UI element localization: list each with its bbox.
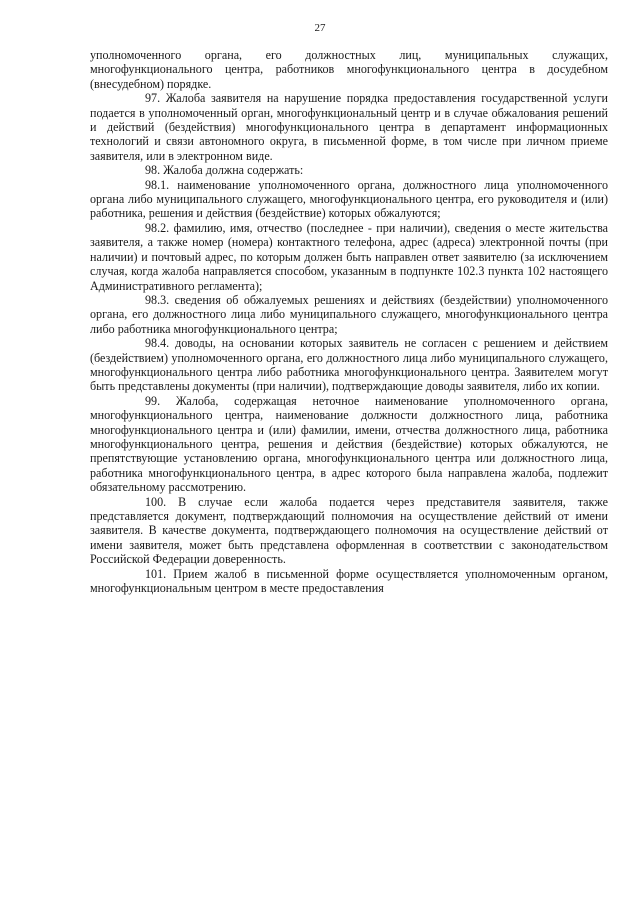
paragraph-98-4: 98.4. доводы, на основании которых заявитель не согласен с решением и действием (бездействием) уполномоченного органа, его должностного лица либо муниципального служащего, многофункционального центра либо работника многофункционального центра. Заявителем могут быть представлены документы (при наличии), подтверждающие доводы заявителя, либо их копии. [90, 336, 608, 394]
paragraph-97: 97. Жалоба заявителя на нарушение порядка предоставления государственной услуги подается в уполномоченный орган, многофункциональный центр и в случае обжалования решений и действий (бездействия) многофункционального центра в департамент информационных технологий и связи автономного округа, в письменной форме, в том числе при личном приеме заявителя, или в электронном виде. [90, 91, 608, 163]
paragraph-98-2: 98.2. фамилию, имя, отчество (последнее - при наличии), сведения о месте жительства заявителя, а также номер (номера) контактного телефона, адрес (адреса) электронной почты (при наличии) и почтовый адрес, по которым должен быть направлен ответ заявителю (за исключением случая, когда жалоба направляется способом, указанным в подпункте 102.3 пункта 102 настоящего Административного регламента); [90, 220, 608, 293]
page-number: 27 [314, 22, 326, 34]
document-body [90, 48, 608, 595]
paragraph-99: 99. Жалоба, содержащая неточное наименование уполномоченного органа, многофункционального центра, наименование должности должностного лица, работника многофункционального центра и (или) фамилии, имени, отчества должностного лица, работника многофункционального центра, решения и действия (бездействие) которых обжалуются, не препятствующие установлению органа, многофункционального центра или должностного лица, работника многофункционального центра, в адрес которого была направлена жалоба, подлежит обязательному рассмотрению. [90, 393, 608, 495]
paragraph-98-1: 98.1. наименование уполномоченного органа, должностного лица уполномоченного органа либо муниципального служащего, многофункционального центра, его руководителя и (или) работника, решения и действия (бездействие) которых обжалуются; [90, 177, 608, 221]
paragraph-98: 98. Жалоба должна содержать: [145, 163, 304, 178]
paragraph-continuation: уполномоченного органа, его должностных лиц, муниципальных служащих, многофункционального центра, работников многофункционального центра в досудебном (внесудебном) порядке. [90, 48, 608, 91]
paragraph-98-3: 98.3. сведения об обжалуемых решениях и действиях (бездействии) уполномоченного органа, его должностного лица либо муниципального служащего, многофункционального центра либо работника многофункционального центра; [90, 292, 608, 336]
paragraph-100: 100. В случае если жалоба подается через представителя заявителя, также представляется документ, подтверждающий полномочия на осуществление действий от имени заявителя. В качестве документа, подтверждающего полномочия на осуществление действий от имени заявителя, может быть представлена оформленная в соответствии с законодательством Российской Федерации доверенность. [90, 494, 608, 567]
paragraph-101: 101. Прием жалоб в письменной форме осуществляется уполномоченным органом, многофункциональным центром в месте предоставления [90, 566, 608, 596]
